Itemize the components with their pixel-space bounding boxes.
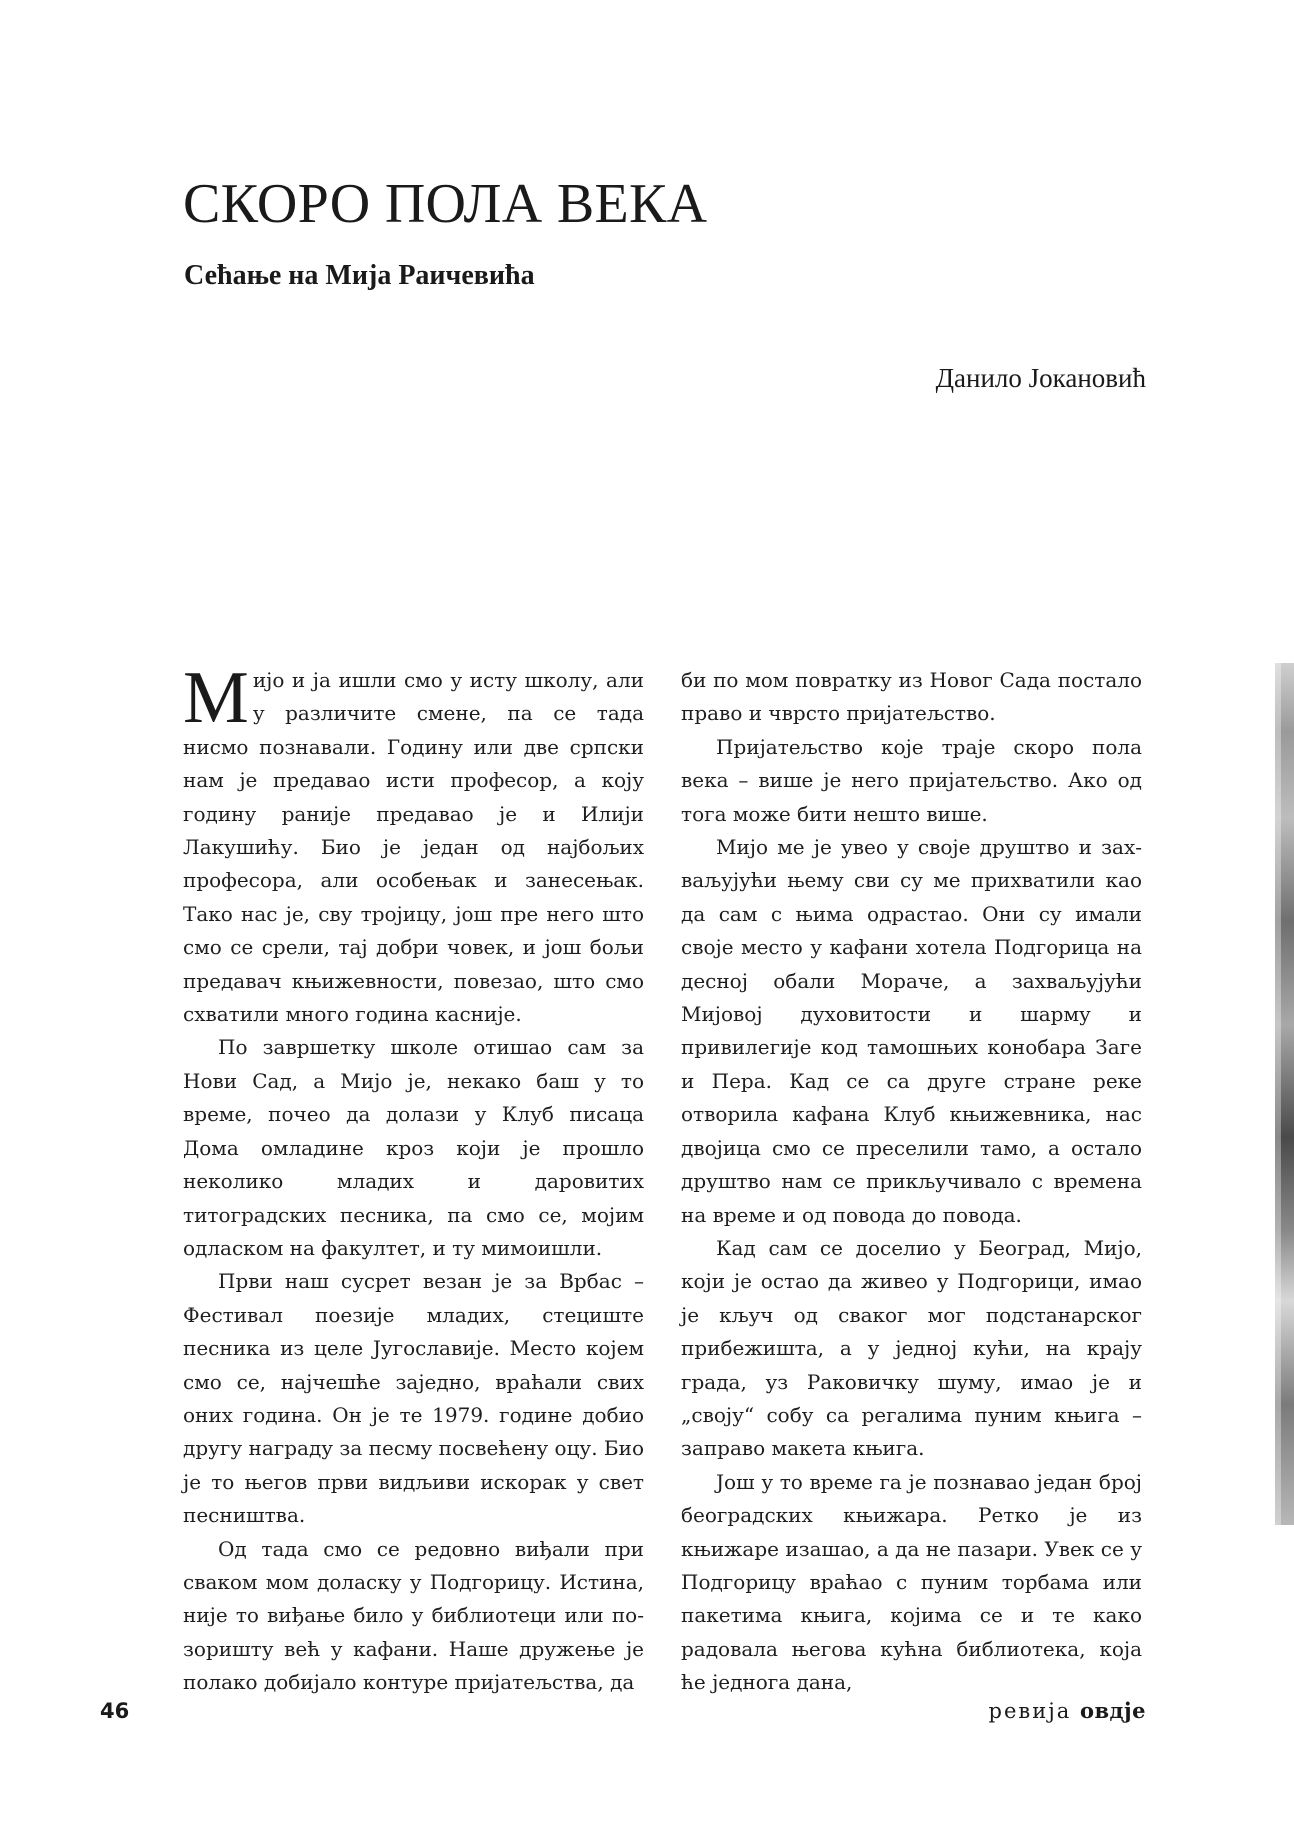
paragraph: Кад сам се доселио у Београд, Мијо, који је остао да живео у Подгорици, имао је кључ од сваког мог подстанарског прибежишта, а у једној кући, на крају града, уз Раковичку шуму, имао је и „своју“ собу са регалима пуним књига – заправо макета књига. <box>681 1235 1142 1461</box>
paragraph: Пријатељство које траје скоро пола века – више је него пријатељство. Ако од тога може бити нешто више. <box>681 734 1142 826</box>
article-author: Данило Јокановић <box>935 363 1146 393</box>
article-title: СКОРО ПОЛА ВЕКА <box>183 173 708 235</box>
paragraph: По завршетку школе отишао сам за Нови Сад, а Мијо је, некако баш у то време, почео да долази у Клуб писаца Дома омладине кроз који је прошло неколико младих и даровитих титоградских песника, па смо се, мојим одласком на факултет, и ту мимоишли. <box>183 1035 644 1260</box>
article-subtitle: Сећање на Мија Раичевића <box>184 260 535 291</box>
publication-name: ревија овдје <box>988 1698 1146 1723</box>
paragraph: Мијо ме је увео у своје друштво и захваљујући њему сви су ме прихватили као да сам с њима одрастао. Они су имали своје место у кафани хотела Подгорица на десној обали Мораче, а захваљујући Мијовој духовитости и шарму и привилегије код тамошњих конобара Заге и Пера. Кад се са друге стране реке отворила кафана Клуб књижевника, нас двојица смо се преселили тамо, а остало друштво нам се прикључивало с времена на време и од повода до повода. <box>681 835 1142 1227</box>
edge-photo-strip <box>1275 663 1294 1525</box>
paragraph: Од тада смо се редовно виђали при сваком мом доласку у Подгорицу. Истина, није то виђање било у библиотеци или позоришту већ у кафани. Наше дружење је полако добијало контуре пријатељства, да <box>183 1536 644 1695</box>
drop-cap: М <box>183 657 249 739</box>
text-column-right <box>681 664 1142 1700</box>
paragraph: Још у то време га је познавао један број београдских књижара. Ретко је из књижаре изашао, а да не пазари. Увек се у Подгорицу враћао с пуним торбама или пакетима књига, којима се и те како радовала његова кућна библиотека, која ће једнога дана, <box>681 1469 1142 1695</box>
paragraph: би по мом повратку из Новог Сада постало право и чврсто пријатељство. <box>681 668 1142 726</box>
text-column-left <box>183 657 644 1700</box>
paragraph: Мијо и ја ишли смо у исту школу, али у различите смене, па се тада нисмо познавали. Годину или две српски нам је предавао исти професор, а коју годину раније предавао је и Илији Лакушићу. Био је један од најбољих професора, али особењак и занесењак. Тако нас је, сву тројицу, још пре него што смо се срели, тај добри човек, и још бољи предавач књижевности, повезао, што смо схватили много година касније. <box>183 657 644 1027</box>
paragraph: Први наш сусрет везан је за Врбас – Фестивал поезије младих, стециште песника из целе Југославије. Место којем смо се, најчешће заједно, враћали свих оних година. Он је те 1979. године добио другу награду за песму посвећену оцу. Био је то његов први видљиви искорак у свет песништва. <box>183 1269 644 1528</box>
page-number: 46 <box>100 1699 130 1723</box>
